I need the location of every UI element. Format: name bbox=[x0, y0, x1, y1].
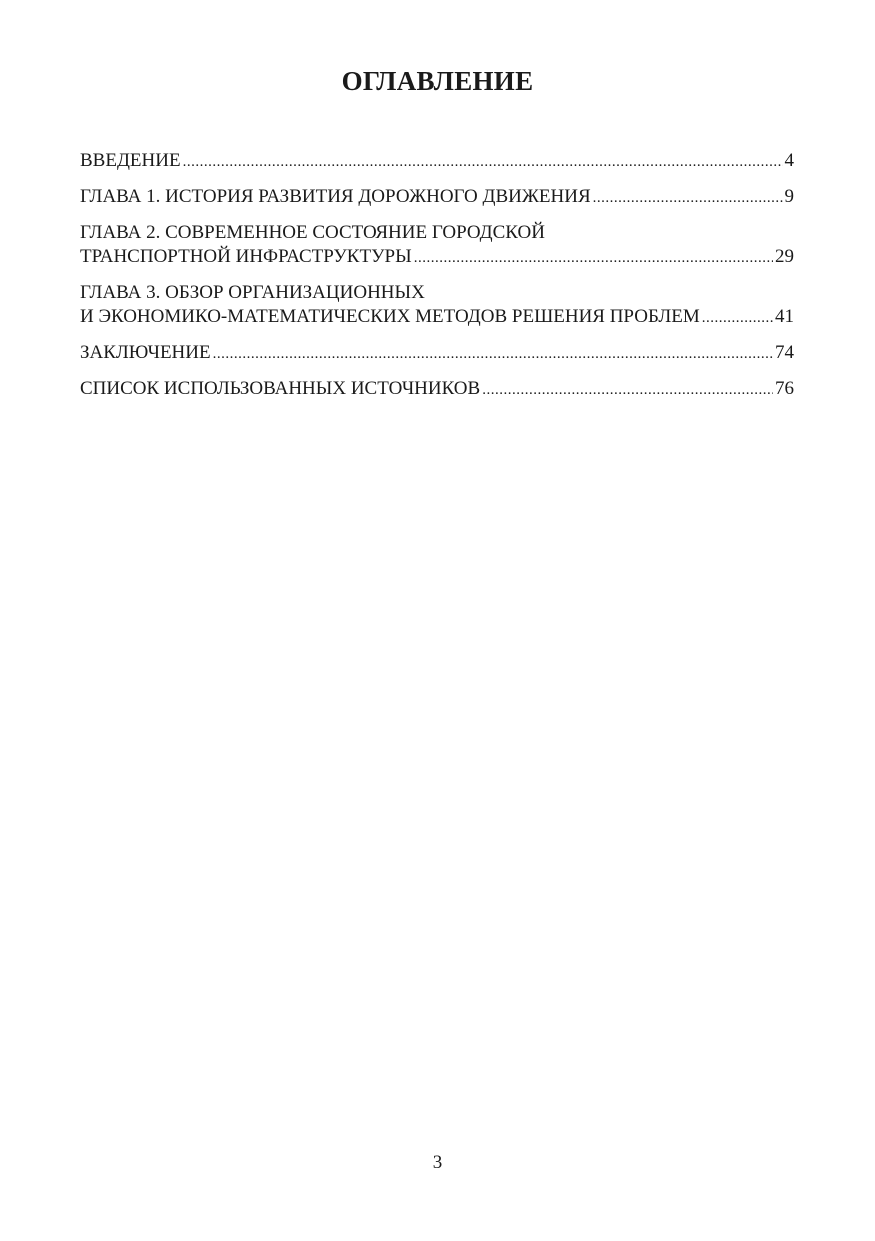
toc-line bbox=[80, 221, 794, 245]
toc-entry-title: ЗАКЛЮЧЕНИЕ bbox=[80, 342, 211, 363]
toc-entry-page: 76 bbox=[775, 378, 794, 399]
toc-entry-page: 9 bbox=[784, 186, 794, 207]
toc-line bbox=[80, 245, 794, 270]
toc-leader-dots bbox=[414, 246, 773, 270]
toc-line bbox=[80, 149, 794, 174]
toc-leader-dots bbox=[482, 378, 773, 402]
toc-entry-page: 41 bbox=[775, 306, 794, 327]
toc-entry-chapter-2[interactable] bbox=[80, 221, 794, 270]
toc-entry-page: 29 bbox=[775, 246, 794, 267]
toc-entry-page: 4 bbox=[784, 150, 794, 171]
toc-entry-title: ГЛАВА 1. ИСТОРИЯ РАЗВИТИЯ ДОРОЖНОГО ДВИЖЕНИЯ bbox=[80, 186, 591, 207]
page-title: ОГЛАВЛЕНИЕ bbox=[341, 66, 534, 96]
toc-entry-references[interactable] bbox=[80, 377, 794, 402]
toc-entry-chapter-1[interactable] bbox=[80, 185, 794, 210]
toc-entry-title-line-1: ГЛАВА 3. ОБЗОР ОРГАНИЗАЦИОННЫХ bbox=[80, 282, 425, 303]
toc-line bbox=[80, 185, 794, 210]
toc-line bbox=[80, 341, 794, 366]
table-of-contents bbox=[80, 149, 794, 413]
toc-entry-title-line-1: ГЛАВА 2. СОВРЕМЕННОЕ СОСТОЯНИЕ ГОРОДСКОЙ bbox=[80, 222, 545, 243]
toc-entry-title: ВВЕДЕНИЕ bbox=[80, 150, 181, 171]
page-number: 3 bbox=[432, 1152, 443, 1173]
toc-leader-dots bbox=[593, 186, 783, 210]
toc-line bbox=[80, 377, 794, 402]
toc-leader-dots bbox=[183, 150, 783, 174]
toc-entry-introduction[interactable] bbox=[80, 149, 794, 174]
toc-entry-chapter-3[interactable] bbox=[80, 281, 794, 330]
toc-entry-title: СПИСОК ИСПОЛЬЗОВАННЫХ ИСТОЧНИКОВ bbox=[80, 378, 481, 399]
toc-entry-title-line-2: И ЭКОНОМИКО-МАТЕМАТИЧЕСКИХ МЕТОДОВ РЕШЕНИЯ ПРОБЛЕМ bbox=[80, 306, 700, 327]
toc-line bbox=[80, 281, 794, 305]
toc-entry-page: 74 bbox=[775, 342, 794, 363]
toc-entry-conclusion[interactable] bbox=[80, 341, 794, 366]
toc-entry-title-line-2: ТРАНСПОРТНОЙ ИНФРАСТРУКТУРЫ bbox=[80, 246, 412, 267]
toc-leader-dots bbox=[702, 306, 773, 330]
toc-line bbox=[80, 305, 794, 330]
toc-leader-dots bbox=[213, 342, 773, 366]
